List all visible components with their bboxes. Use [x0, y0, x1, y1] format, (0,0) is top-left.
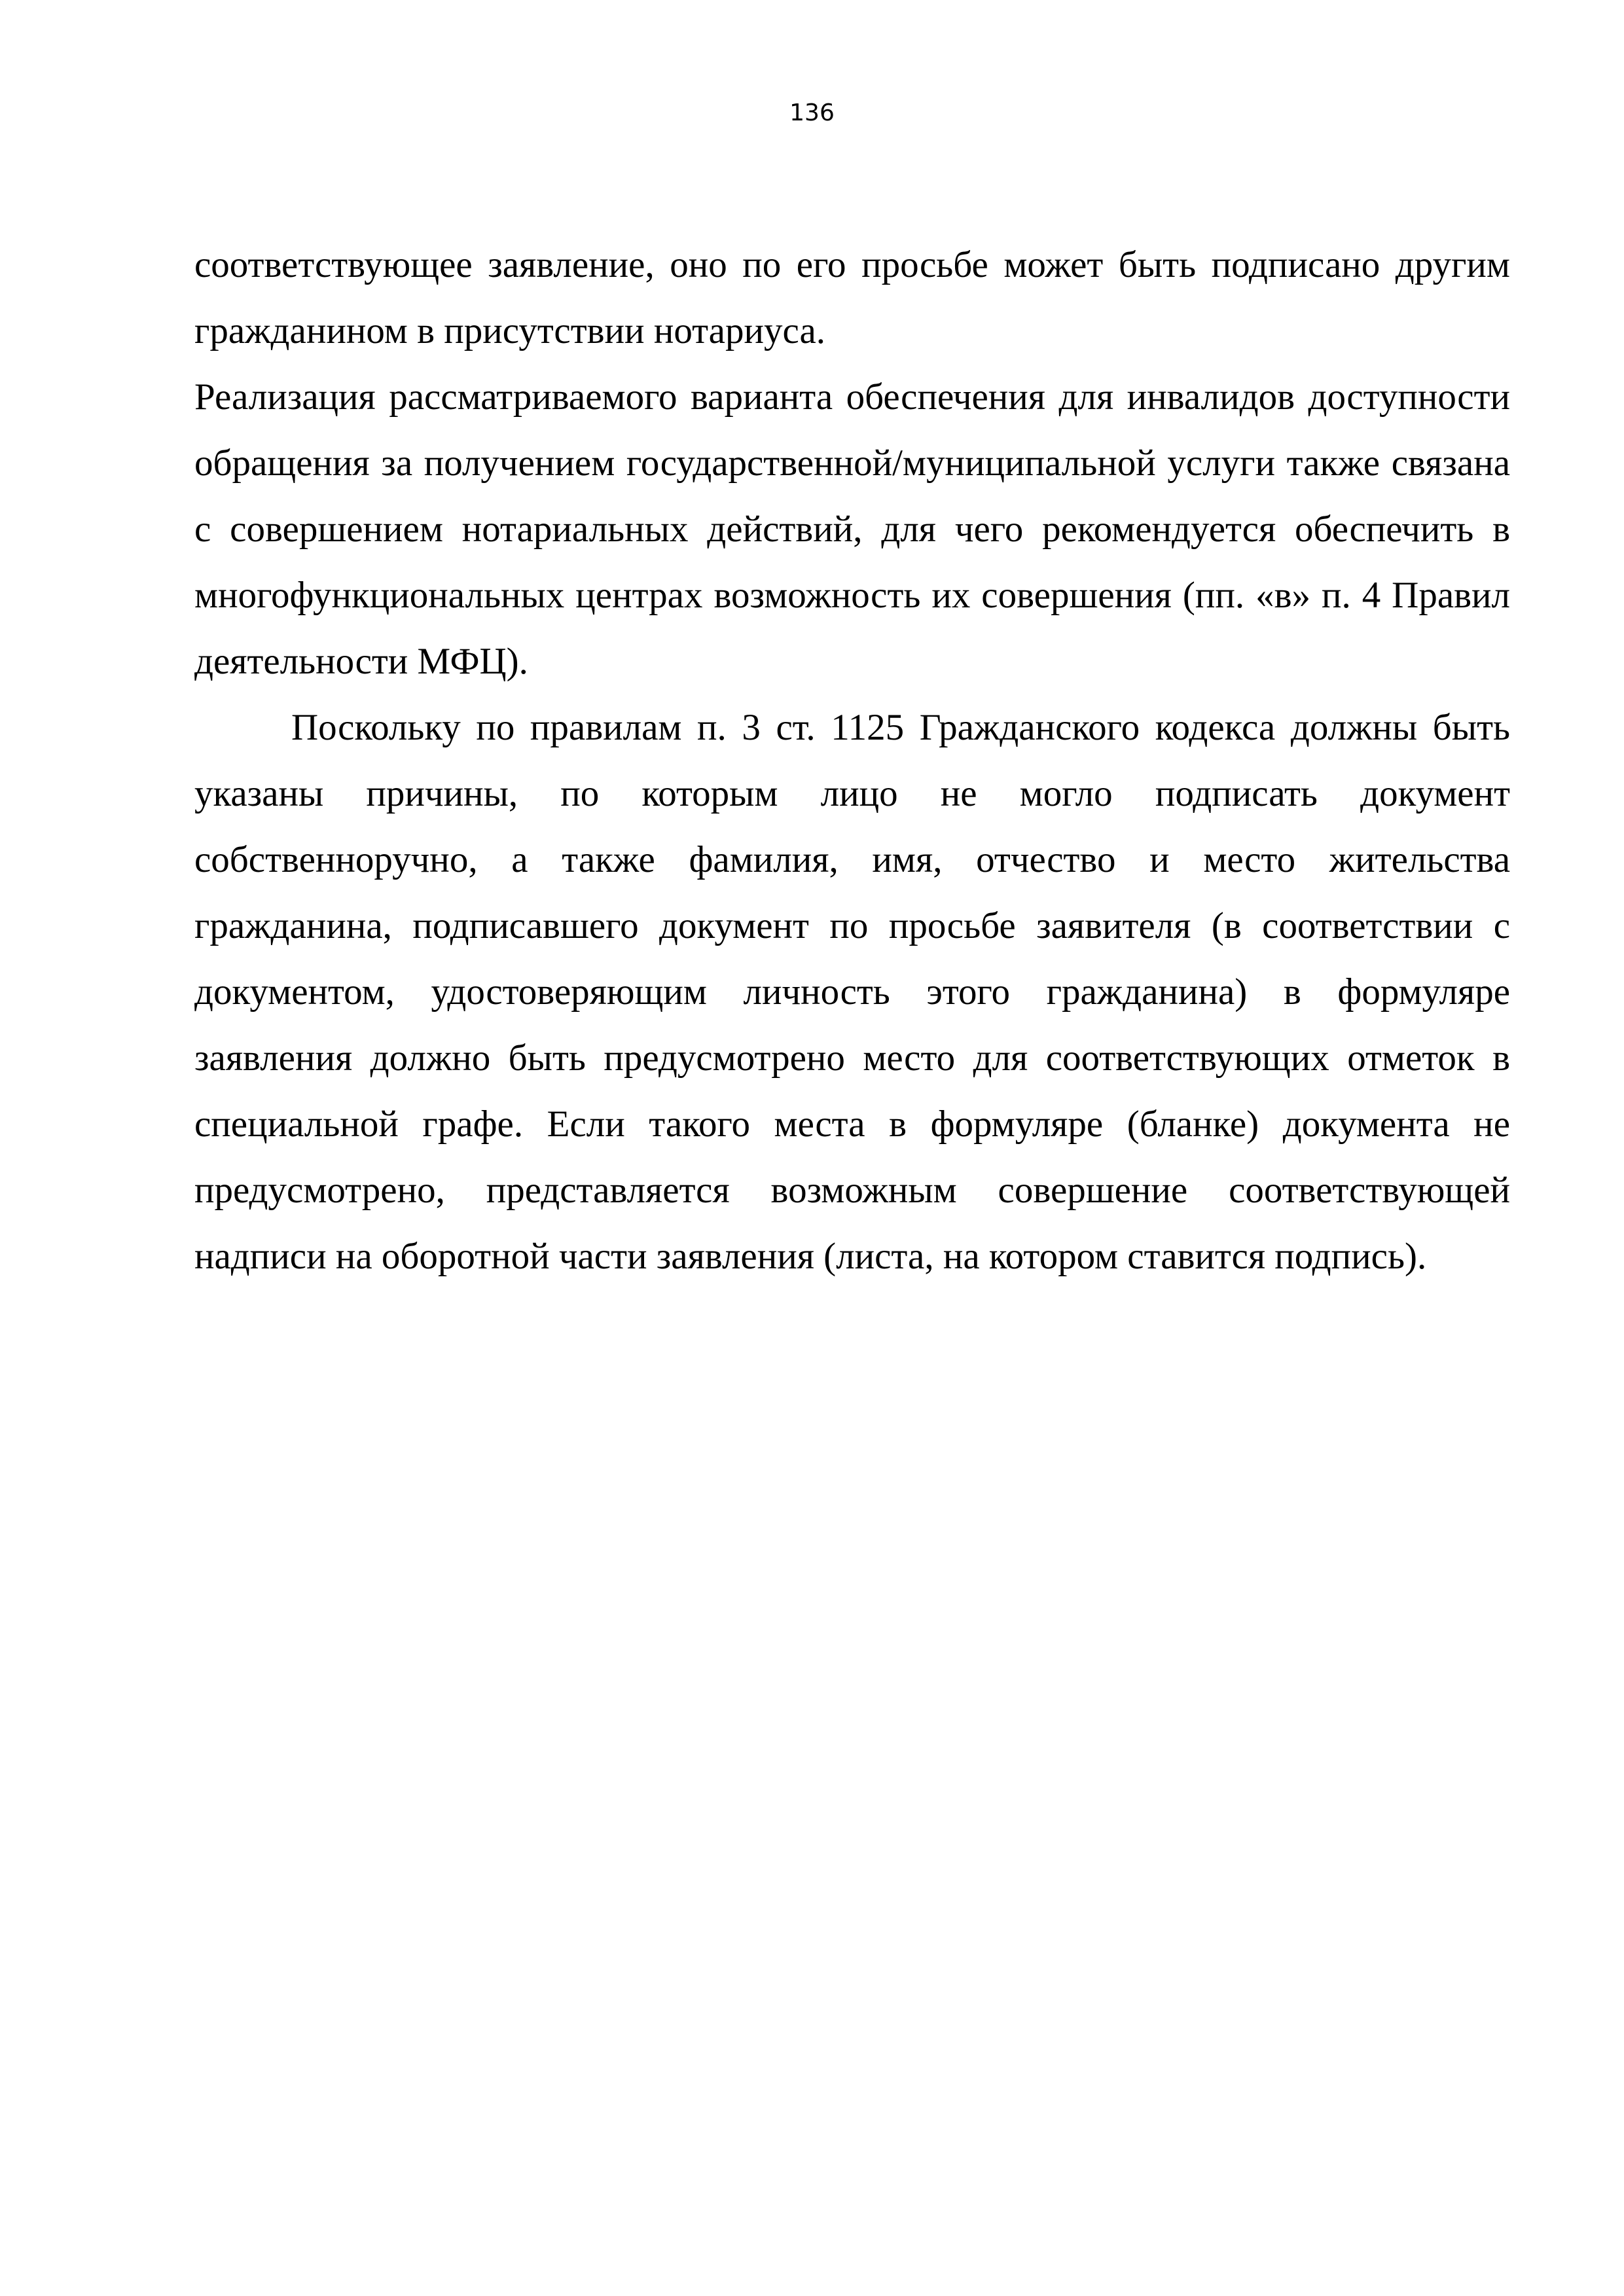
page-number: 136	[789, 99, 835, 126]
document-body	[194, 232, 1510, 1289]
paragraph-implementation: Реализация рассматриваемого варианта обеспечения для инвалидов доступности обращения за получением государственной/муниципальной услуги также связана с совершением нотариальных действий, для чего рекомендуется обеспечить в многофункциональных центрах возможность их совершения (пп. «в» п. 4 Правил деятельности МФЦ).	[194, 376, 1510, 682]
paragraph-civil-code: Поскольку по правилам п. 3 ст. 1125 Гражданского кодекса должны быть указаны причины, по которым лицо не могло подписать документ собственноручно, а также фамилия, имя, отчество и место жительства гражданина, подписавшего документ по просьбе заявителя (в соответствии с документом, удостоверяющим личность этого гражданина) в формуляре заявления должно быть предусмотрено место для соответствующих отметок в специальной графе. Если такого места в формуляре (бланке) документа не предусмотрено, представляется возможным совершение соответствующей надписи на оборотной части заявления (листа, на котором ставится подпись).	[194, 707, 1510, 1277]
paragraph-continuation: соответствующее заявление, оно по его просьбе может быть подписано другим гражданином в присутствии нотариуса.	[194, 244, 1510, 351]
